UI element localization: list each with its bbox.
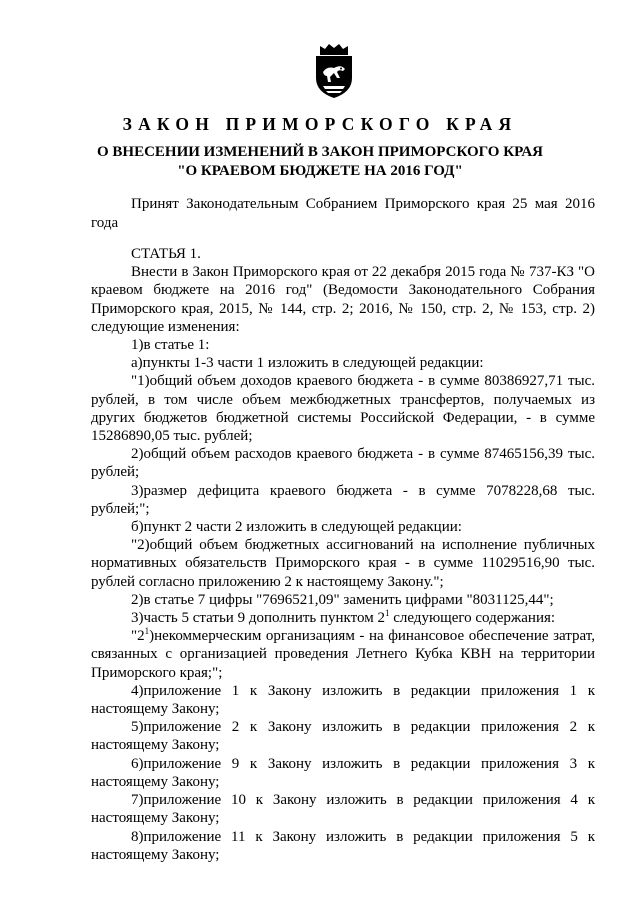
clause-3-sup: 1 <box>384 608 390 619</box>
clause-3-quote-start: "2 <box>131 628 145 645</box>
clause-6: 6)приложение 9 к Закону изложить в редакции приложения 3 к настоящему Закону; <box>91 755 595 790</box>
subtitle-line-2: "О КРАЕВОМ БЮДЖЕТЕ НА 2016 ГОД" <box>177 163 463 179</box>
clause-3-text: 3)часть 5 статьи 9 дополнить пунктом 2 <box>131 610 385 627</box>
law-title: ЗАКОН ПРИМОРСКОГО КРАЯ <box>122 114 518 134</box>
clause-1b: б)пункт 2 части 2 изложить в следующей редакции: <box>131 519 462 536</box>
clause-3 <box>91 609 595 627</box>
clause-3-text-end: следующего содержания: <box>389 610 556 627</box>
clause-7: 7)приложение 10 к Закону изложить в редакции приложения 4 к настоящему Закону; <box>91 792 595 827</box>
clause-1b-2: "2)общий объем бюджетных ассигнований на исполнение публичных нормативных обязательств Приморского края - в сумме 11029516,90 тыс. рублей согласно приложению 2 к настоящему Закону."; <box>91 537 595 590</box>
clause-1a-2: 2)общий объем расходов краевого бюджета - в сумме 87465156,39 тыс. рублей; <box>91 446 595 481</box>
article-heading: СТАТЬЯ 1. <box>131 246 201 262</box>
article-intro: Внести в Закон Приморского края от 22 декабря 2015 года № 737-КЗ "О краевом бюджете на 2016 год" (Ведомости Законодательного Собрания Приморского края, 2015, № 144, стр. 2; 2016, № 150, стр. 2, № 153, стр. 2) следующие изменения: <box>91 264 595 335</box>
clause-3-quote-text: )некоммерческим организациям - на финансовое обеспечение затрат, связанных с организацией проведения Летнего Кубка КВН на территории Приморского края;"; <box>91 628 595 681</box>
article-body <box>91 245 595 864</box>
clause-3-quote <box>91 627 595 682</box>
law-subtitle <box>0 143 640 181</box>
clause-8: 8)приложение 11 к Закону изложить в редакции приложения 5 к настоящему Закону; <box>91 828 595 863</box>
clause-1a-3: 3)размер дефицита краевого бюджета - в сумме 7078228,68 тыс. рублей;"; <box>91 482 595 517</box>
clause-5: 5)приложение 2 к Закону изложить в редакции приложения 2 к настоящему Закону; <box>91 719 595 754</box>
clause-3-quote-sup: 1 <box>144 626 150 637</box>
clause-4: 4)приложение 1 к Закону изложить в редакции приложения 1 к настоящему Закону; <box>91 682 595 718</box>
clause-1: 1)в статье 1: <box>131 337 210 354</box>
clause-1a-1: "1)общий объем доходов краевого бюджета - в сумме 80386927,71 тыс. рублей, в том числе объем межбюджетных трансфертов, получаемых из других бюджетов бюджетной системы Российской Федерации, - в сумме 15286890,05 тыс. рублей; <box>91 373 595 445</box>
subtitle-line-1: О ВНЕСЕНИИ ИЗМЕНЕНИЙ В ЗАКОН ПРИМОРСКОГО КРАЯ <box>97 144 543 160</box>
clause-2: 2)в статье 7 цифры "7696521,09" заменить цифрами "8031125,44"; <box>131 591 554 608</box>
coat-of-arms-icon <box>311 42 357 100</box>
adoption-note: Принят Законодательным Собранием Приморского края 25 мая 2016 года <box>91 196 595 231</box>
clause-1a: а)пункты 1-3 части 1 изложить в следующей редакции: <box>131 355 484 372</box>
